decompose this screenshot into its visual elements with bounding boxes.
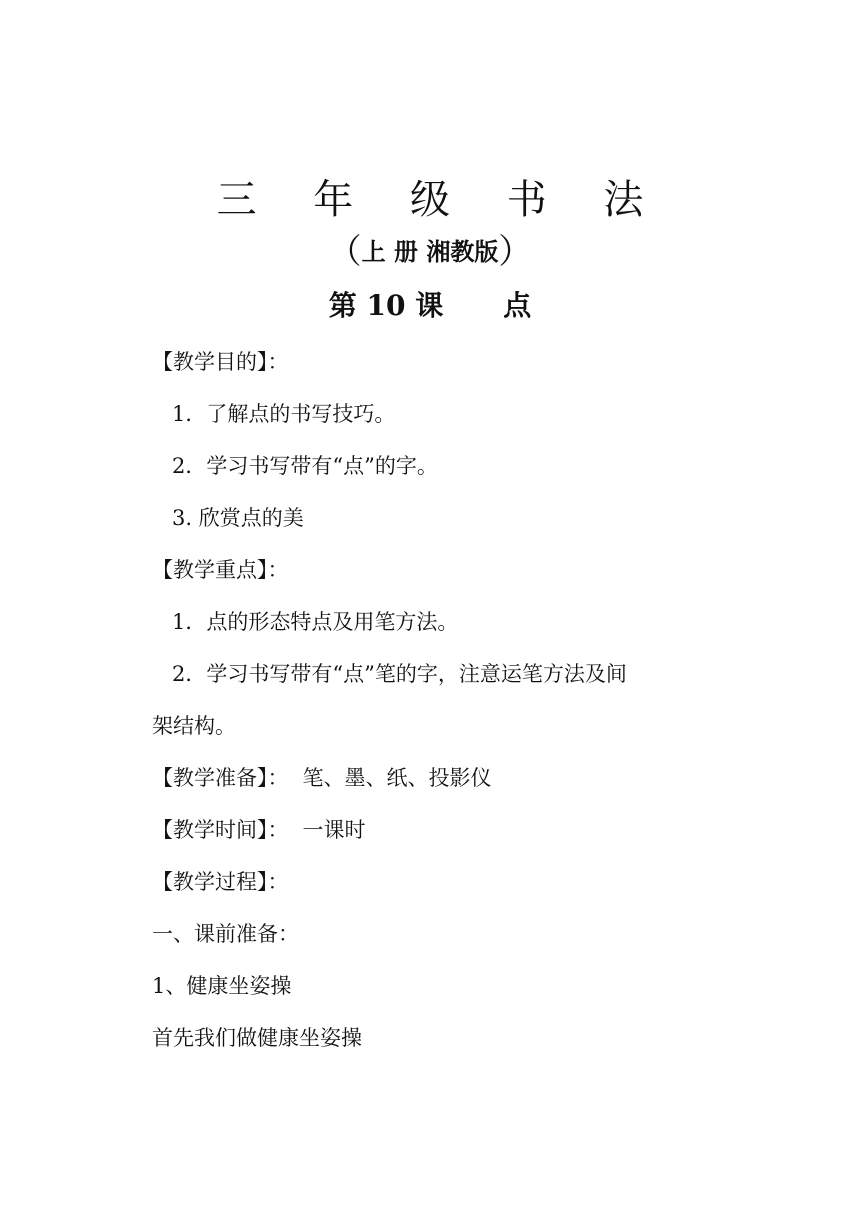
purpose-item: 1．了解点的书写技巧。 bbox=[172, 402, 396, 426]
subtitle-open-paren: （ bbox=[327, 232, 362, 272]
focus-item: 2．学习书写带有“点”笔的字，注意运笔方法及间 bbox=[172, 662, 627, 686]
lesson-name: 点 bbox=[503, 289, 532, 322]
focus-item-continuation: 架结构。 bbox=[152, 714, 236, 738]
subtitle-text: 上 册 湘教版 bbox=[361, 237, 499, 266]
focus-heading: 【教学重点】： bbox=[152, 558, 289, 582]
time-heading: 【教学时间】： bbox=[152, 818, 289, 842]
lesson-number: 第 10 课 bbox=[328, 289, 444, 322]
lesson-heading bbox=[0, 282, 860, 330]
time-row bbox=[152, 804, 732, 856]
purpose-item: 2．学习书写带有“点”的字。 bbox=[172, 454, 438, 478]
purpose-heading: 【教学目的】： bbox=[152, 350, 289, 374]
process-heading: 【教学过程】： bbox=[152, 870, 289, 894]
document-title: 三 年 级 书 法 bbox=[216, 177, 666, 223]
lesson-body bbox=[152, 336, 732, 1064]
subtitle-close-paren: ） bbox=[498, 232, 533, 272]
time-value: 一课时 bbox=[302, 818, 366, 842]
purpose-item: 3. 欣赏点的美 bbox=[172, 506, 304, 530]
prep-row bbox=[152, 752, 732, 804]
document-subtitle bbox=[0, 232, 860, 272]
process-line: 1、健康坐姿操 bbox=[152, 974, 292, 998]
prep-value: 笔、墨、纸、投影仪 bbox=[302, 766, 492, 790]
process-line: 首先我们做健康坐姿操 bbox=[152, 1026, 362, 1050]
process-line: 一、课前准备： bbox=[152, 922, 299, 946]
prep-heading: 【教学准备】： bbox=[152, 766, 289, 790]
focus-item: 1．点的形态特点及用笔方法。 bbox=[172, 610, 459, 634]
